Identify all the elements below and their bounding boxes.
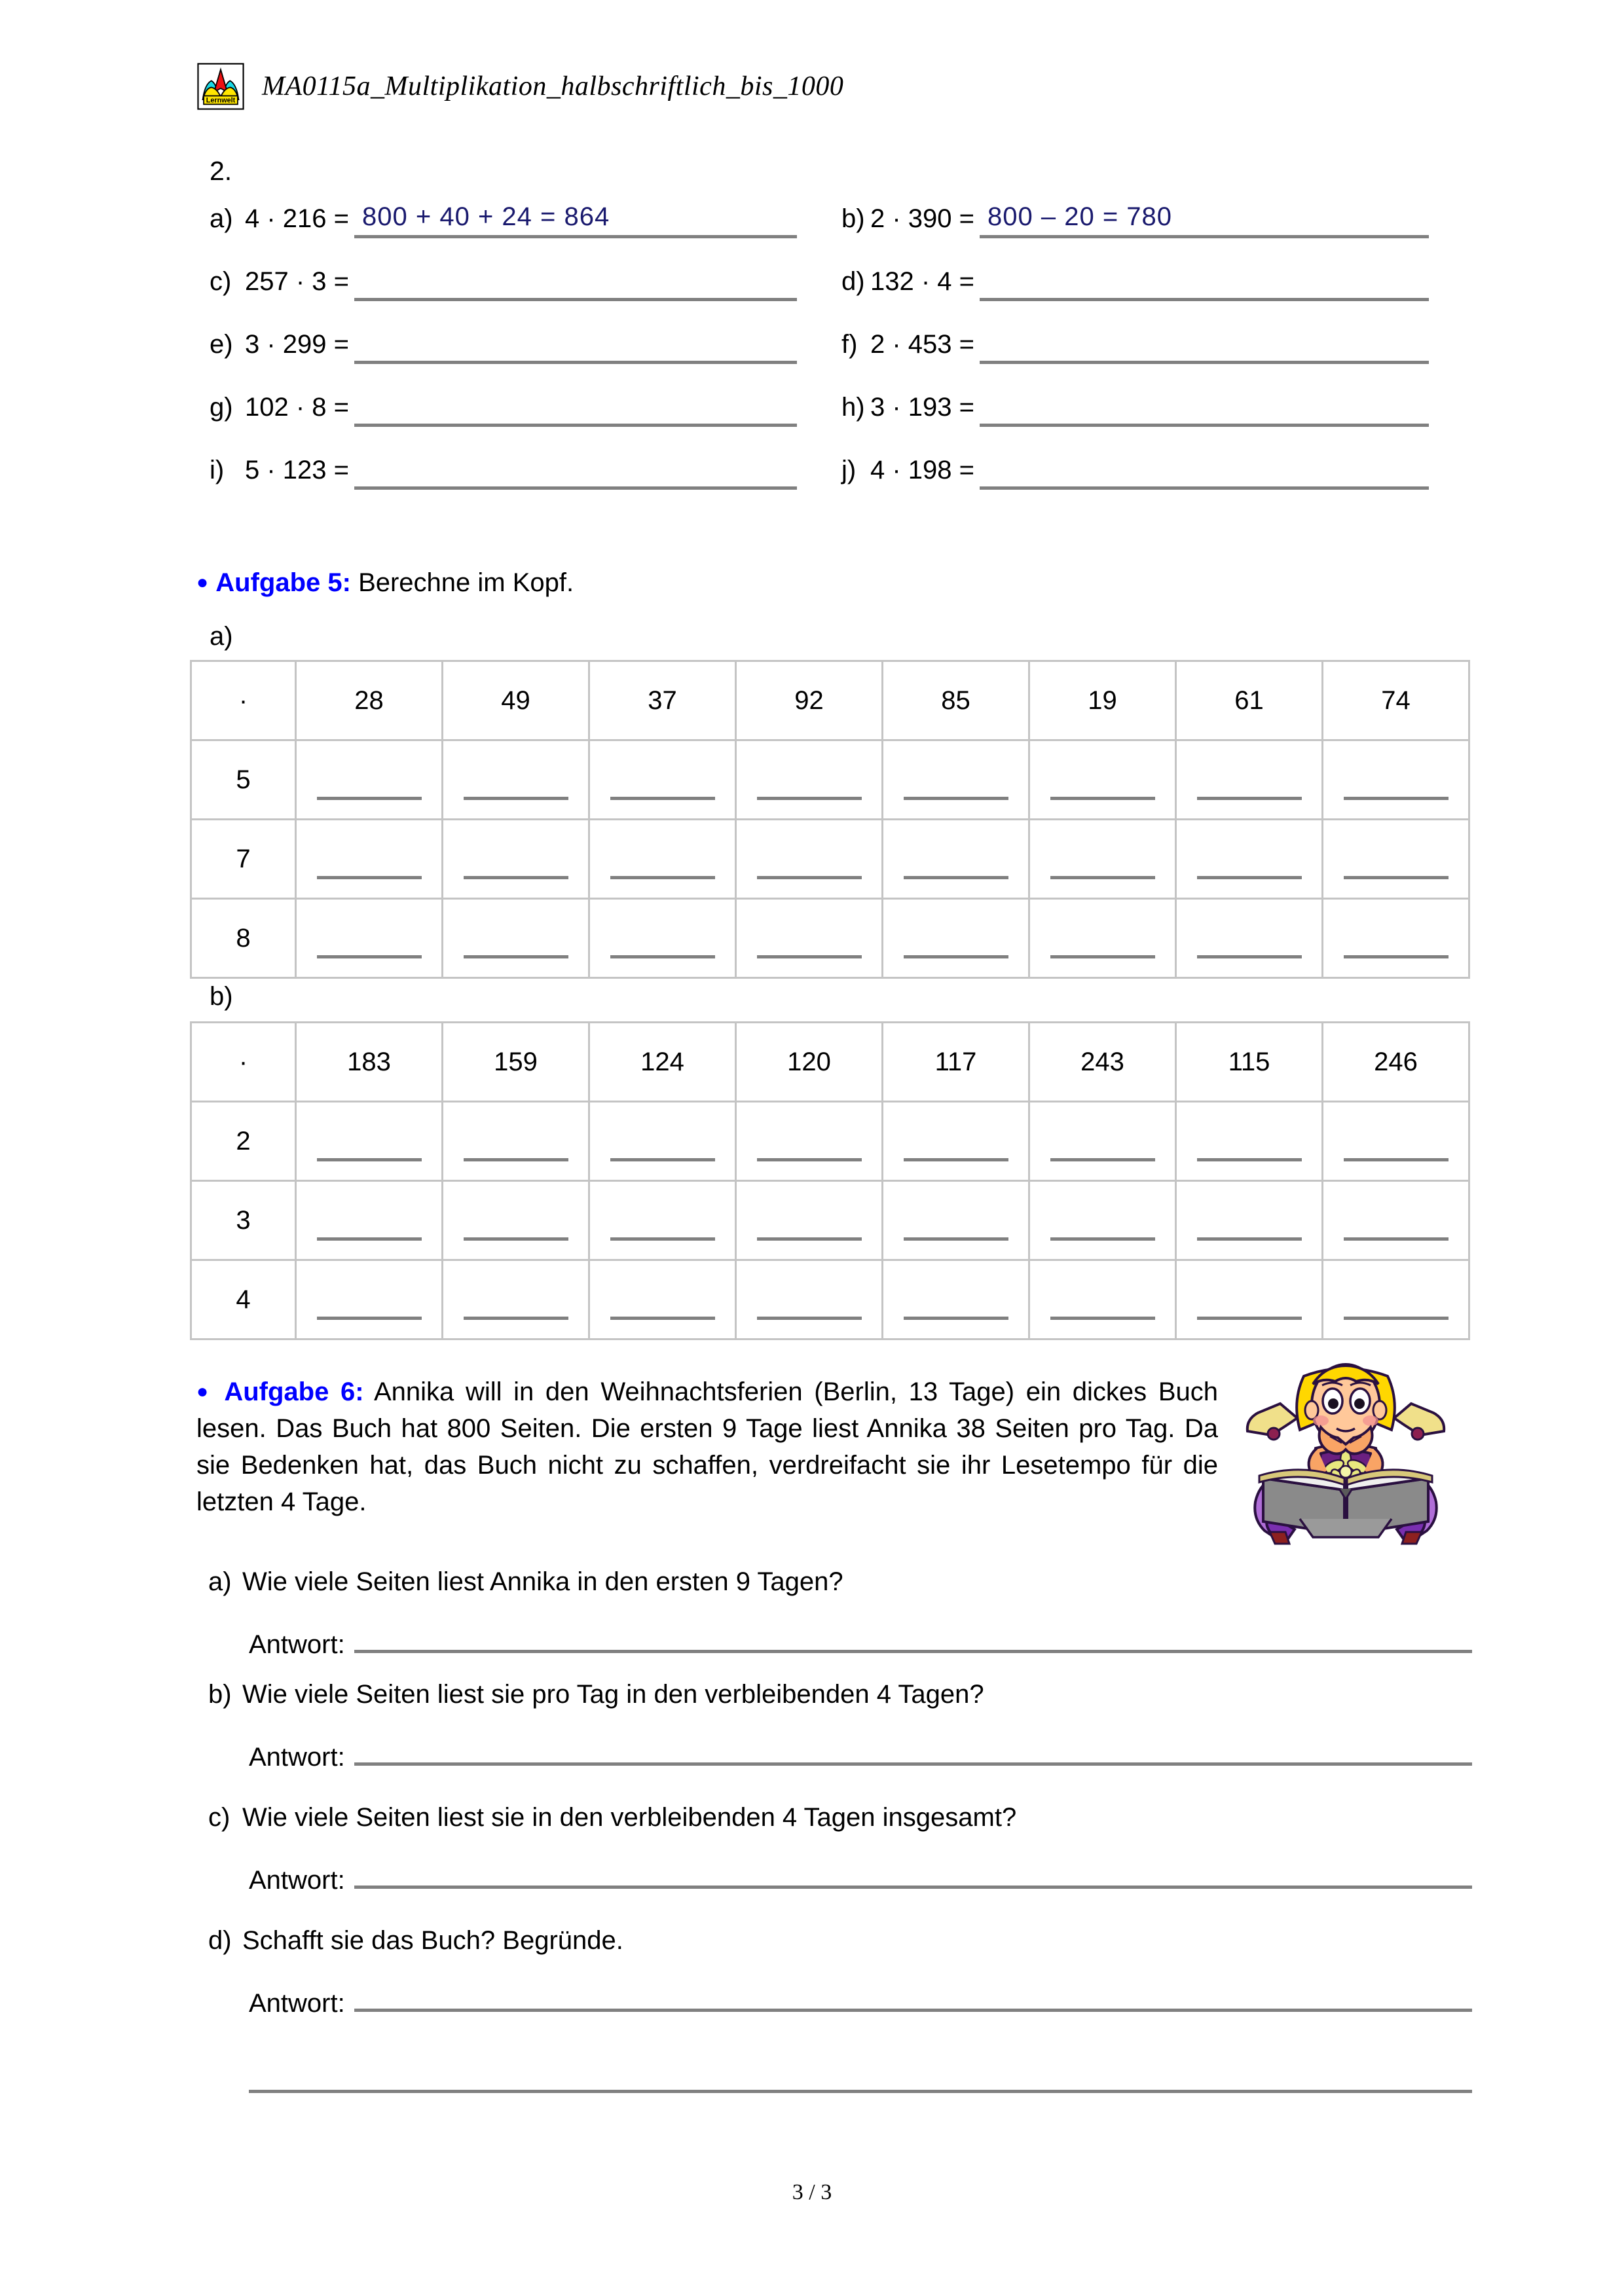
answer-line [317,1317,422,1320]
answer-cell[interactable] [883,740,1029,820]
exercise-answer-field-e[interactable] [354,329,841,369]
question-label: d) [208,1926,232,1955]
answer-line [1197,876,1302,879]
exercise-item-f [841,329,1473,392]
exercise-item-e [210,329,841,392]
exercise-answer-field-c[interactable] [354,266,841,306]
answer-line [1197,797,1302,800]
answer-line [1050,955,1155,958]
aufgabe-6-key: Aufgabe 6: [224,1377,364,1406]
answer-row-d[interactable] [249,1979,1472,2018]
answer-cell[interactable] [443,1181,589,1260]
answer-line [464,797,568,800]
answer-rule [980,298,1429,301]
row-header: 2 [191,1102,296,1181]
answer-cell[interactable] [883,1181,1029,1260]
exercise-answer-field-f[interactable] [980,329,1473,369]
aufgabe-5-key: Aufgabe 5: [215,568,351,597]
column-header: 243 [1029,1023,1176,1102]
answer-rule [354,486,797,490]
answer-rule [354,424,797,427]
answer-line [464,876,568,879]
column-header: 74 [1323,661,1469,740]
answer-cell[interactable] [443,740,589,820]
answer-cell[interactable] [589,1260,736,1339]
answer-line [464,1158,568,1161]
answer-line [317,955,422,958]
answer-cell[interactable] [1029,740,1176,820]
answer-line [1344,1158,1449,1161]
answer-label: Antwort: [249,1630,345,1659]
answer-line [610,955,715,958]
table-a-label: a) [210,622,233,651]
answer-line [757,1237,862,1241]
answer-line [757,955,862,958]
answer-rule [354,361,797,364]
table-row [191,740,1469,820]
operator-cell: · [191,1023,296,1102]
answer-cell[interactable] [1323,740,1469,820]
answer-cell[interactable] [296,1260,443,1339]
answer-line [354,1650,1472,1653]
answer-cell[interactable] [736,820,883,899]
exercise-item-h [841,392,1473,454]
answer-line [354,1886,1472,1889]
question-text: Schafft sie das Buch? Begründe. [242,1926,623,1955]
question-c [208,1803,1472,1895]
answer-line [317,797,422,800]
answer-cell[interactable] [1029,1260,1176,1339]
column-header: 37 [589,661,736,740]
exercise-label: d) [841,267,865,296]
exercise-item-d [841,266,1473,329]
exercise-answer-text: 800 + 40 + 24 = 864 [362,202,610,231]
question-label: a) [208,1567,232,1596]
answer-label: Antwort: [249,1866,345,1895]
answer-line [464,1317,568,1320]
question-text: Wie viele Seiten liest sie in den verbleibenden 4 Tagen insgesamt? [242,1803,1017,1832]
column-header: 115 [1176,1023,1323,1102]
answer-line [1197,1237,1302,1241]
row-header: 3 [191,1181,296,1260]
answer-line [904,1237,1008,1241]
exercise-label: i) [210,456,225,484]
answer-cell[interactable] [736,740,883,820]
exercise-row [210,329,1473,392]
answer-cell[interactable] [1176,820,1323,899]
answer-rule [980,235,1429,238]
exercise-label: a) [210,204,233,233]
exercise-expression: 102 · 8 = [245,393,350,422]
answer-cell[interactable] [1323,899,1469,978]
answer-rule [980,424,1429,427]
question-d [208,1926,1472,2018]
column-header: 49 [443,661,589,740]
answer-line [757,1158,862,1161]
exercise-expression: 2 · 390 = [870,204,975,233]
exercise-item-b [841,203,1473,266]
answer-cell[interactable] [883,1102,1029,1181]
answer-line [904,955,1008,958]
answer-line [610,1237,715,1241]
row-header: 7 [191,820,296,899]
answer-cell[interactable] [1176,1260,1323,1339]
svg-text:Lernwelt: Lernwelt [206,96,236,105]
answer-cell[interactable] [883,899,1029,978]
answer-line [1344,1317,1449,1320]
exercise-answer-text: 800 – 20 = 780 [987,202,1173,231]
answer-cell[interactable] [296,740,443,820]
answer-line [1050,1158,1155,1161]
question-label: b) [208,1680,232,1709]
answer-line [1344,955,1449,958]
answer-rule [980,361,1429,364]
answer-line [317,876,422,879]
exercise-label: j) [841,456,857,484]
answer-line [757,797,862,800]
row-header: 4 [191,1260,296,1339]
question-text: Wie viele Seiten liest Annika in den ersten 9 Tagen? [242,1567,843,1596]
exercise-label: f) [841,330,858,359]
girl-reading-book-illustration [1234,1350,1457,1553]
column-header: 120 [736,1023,883,1102]
answer-cell[interactable] [1029,1102,1176,1181]
answer-row-a[interactable] [249,1620,1472,1660]
question-label: c) [208,1803,231,1832]
answer-line [904,1317,1008,1320]
answer-cell[interactable] [589,899,736,978]
aufgabe-5-heading [196,564,574,602]
answer-line [1344,1237,1449,1241]
answer-cell[interactable] [296,820,443,899]
answer-line [464,1237,568,1241]
answer-line [610,797,715,800]
answer-line [1197,1317,1302,1320]
exercise-expression: 4 · 216 = [245,204,350,233]
exercise-answer-field-h[interactable] [980,392,1473,432]
table-row [191,820,1469,899]
answer-cell[interactable] [1323,820,1469,899]
mental-math-table-a [190,660,1470,979]
aufgabe-5-instruction: Berechne im Kopf. [358,568,574,597]
table-row [191,1260,1469,1339]
column-header: 92 [736,661,883,740]
answer-cell[interactable] [443,1260,589,1339]
answer-cell[interactable] [589,740,736,820]
answer-line [317,1158,422,1161]
table-row [191,1181,1469,1260]
column-header: 246 [1323,1023,1469,1102]
answer-line [354,2009,1472,2012]
answer-cell[interactable] [296,1181,443,1260]
answer-line [1344,797,1449,800]
exercise-row [210,392,1473,454]
answer-cell[interactable] [1176,1181,1323,1260]
answer-rule [354,235,797,238]
answer-rule [354,298,797,301]
exercise-item-j [841,454,1473,517]
answer-cell[interactable] [1323,1102,1469,1181]
answer-cell[interactable] [1176,899,1323,978]
answer-line [317,1237,422,1241]
answer-cell[interactable] [1029,820,1176,899]
table-header-row [191,661,1469,740]
column-header: 117 [883,1023,1029,1102]
answer-line [1197,955,1302,958]
exercise-item-a [210,203,841,266]
page-footer: 3 / 3 [792,2180,832,2204]
answer-cell[interactable] [589,820,736,899]
exercise-row [210,454,1473,517]
answer-line [1197,1158,1302,1161]
aufgabe-6-text: Annika will in den Weihnachtsferien (Berlin, 13 Tage) ein dickes Buch lesen. Das Buch hat 800 Seiten. Die ersten 9 Tage liest Annika 38 Seiten pro Tag. Da sie Bedenken hat, das Buch nicht zu schaffen, verdreifacht sie ihr Lesetempo für die letzten 4 Tage. [196,1377,1219,1516]
answer-line [757,1317,862,1320]
answer-line [610,876,715,879]
answer-label: Antwort: [249,1989,345,2018]
answer-cell[interactable] [1029,899,1176,978]
exercise-item-g [210,392,841,454]
answer-cell[interactable] [1029,1181,1176,1260]
column-header: 85 [883,661,1029,740]
answer-cell[interactable] [736,899,883,978]
answer-line [1050,797,1155,800]
answer-cell[interactable] [443,820,589,899]
column-header: 159 [443,1023,589,1102]
column-header: 61 [1176,661,1323,740]
answer-cell[interactable] [296,1102,443,1181]
question-a [208,1567,1472,1660]
answer-rule [980,486,1429,490]
column-header: 28 [296,661,443,740]
table-b-label: b) [210,982,233,1011]
answer-cell[interactable] [736,1102,883,1181]
aufgabe-6-block [196,1374,1218,1520]
exercise-label: g) [210,393,233,422]
answer-continuation-line[interactable] [249,2090,1472,2093]
table-header-row [191,1023,1469,1102]
operator-cell: · [191,661,296,740]
answer-line [464,955,568,958]
table-row [191,1102,1469,1181]
answer-cell[interactable] [589,1102,736,1181]
exercise-label: b) [841,204,865,233]
answer-line [1344,876,1449,879]
answer-line [904,1158,1008,1161]
answer-cell[interactable] [883,1260,1029,1339]
exercise-answer-field-b[interactable] [980,203,1473,244]
answer-line [1050,1317,1155,1320]
answer-line [757,876,862,879]
mental-math-table-b [190,1021,1470,1340]
exercise-answer-field-j[interactable] [980,454,1473,495]
answer-cell[interactable] [1176,740,1323,820]
question-text: Wie viele Seiten liest sie pro Tag in den verbleibenden 4 Tagen? [242,1680,984,1709]
answer-cell[interactable] [296,899,443,978]
exercise-expression: 3 · 193 = [870,393,975,422]
exercise-item-i [210,454,841,517]
exercise-expression: 257 · 3 = [245,267,350,296]
exercise-label: c) [210,267,232,296]
exercise-expression: 2 · 453 = [870,330,975,359]
bullet-icon: ● [196,1381,213,1402]
table-row [191,899,1469,978]
answer-cell[interactable] [1323,1181,1469,1260]
answer-row-b[interactable] [249,1733,1472,1772]
section-number: 2. [210,156,232,186]
question-b [208,1680,1472,1772]
answer-cell[interactable] [1176,1102,1323,1181]
answer-line [1050,1237,1155,1241]
exercise-label: e) [210,330,233,359]
column-header: 124 [589,1023,736,1102]
exercise-row [210,266,1473,329]
answer-line [904,797,1008,800]
document-title: MA0115a_Multiplikation_halbschriftlich_bis_1000 [262,71,844,101]
column-header: 183 [296,1023,443,1102]
exercise-row [210,203,1473,266]
answer-line [354,1762,1472,1766]
exercise-expression: 4 · 198 = [870,456,975,484]
exercise-answer-field-d[interactable] [980,266,1473,306]
exercise-list [210,203,1473,517]
row-header: 5 [191,740,296,820]
exercise-answer-field-a[interactable] [354,203,841,244]
column-header: 19 [1029,661,1176,740]
answer-line [610,1158,715,1161]
answer-label: Antwort: [249,1743,345,1772]
answer-cell[interactable] [589,1181,736,1260]
answer-cell[interactable] [443,1102,589,1181]
lernwelt-logo-icon [196,63,245,110]
exercise-expression: 5 · 123 = [245,456,350,484]
answer-line [1050,876,1155,879]
answer-cell[interactable] [736,1260,883,1339]
exercise-label: h) [841,393,865,422]
exercise-answer-field-i[interactable] [354,454,841,495]
answer-cell[interactable] [1323,1260,1469,1339]
answer-line [904,876,1008,879]
exercise-expression: 3 · 299 = [245,330,350,359]
exercise-answer-field-g[interactable] [354,392,841,432]
answer-cell[interactable] [883,820,1029,899]
exercise-expression: 132 · 4 = [870,267,975,296]
answer-row-c[interactable] [249,1856,1472,1895]
row-header: 8 [191,899,296,978]
answer-cell[interactable] [443,899,589,978]
answer-cell[interactable] [736,1181,883,1260]
answer-line [610,1317,715,1320]
bullet-icon: ● [196,572,209,593]
exercise-item-c [210,266,841,329]
page-header [196,63,843,110]
